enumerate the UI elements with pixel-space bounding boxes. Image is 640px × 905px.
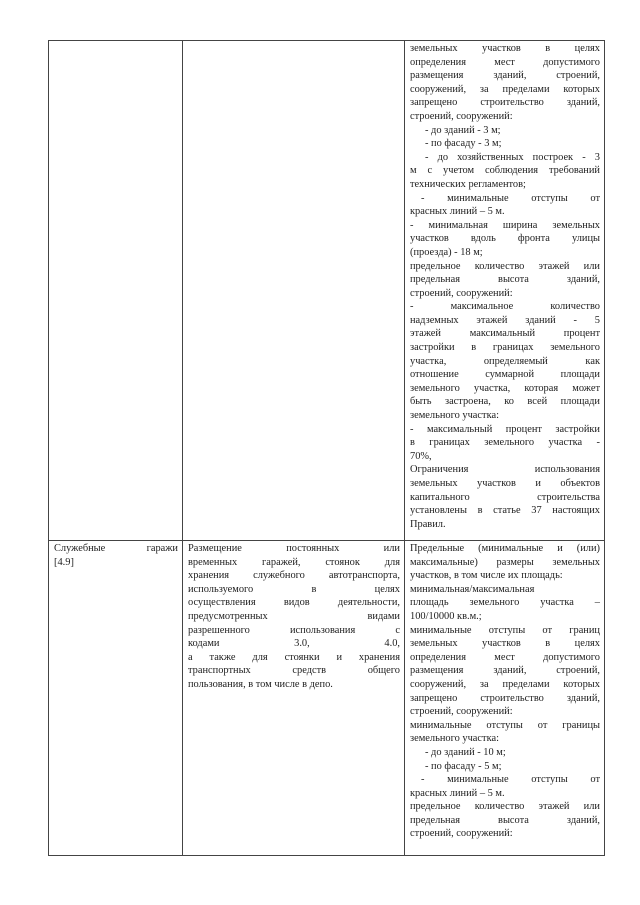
text-line: предельное количество этажей или [410,801,600,813]
parameters-cell [405,541,605,856]
text-line: минимальная/максимальная [410,583,535,595]
text-line: Служебные гаражи [54,543,178,554]
text-line: - до зданий - 10 м; [425,746,506,758]
text-line: - до хозяйственных построек - 3 [425,151,600,163]
text-line: хранения служебного автотранспорта, [188,570,400,582]
table-row [49,41,605,541]
text-line: разрешенного использования с [188,624,400,636]
text-line: предельная высота зданий, [410,814,600,826]
text-line: этажей максимальный процент [410,328,600,340]
text-line: кодами 3.0, 4.0, [188,638,400,650]
text-line: красных линий – 5 м. [410,787,505,799]
text-line: максимальные) размеры земельных [410,556,600,568]
text-line: - минимальная ширина земельных [410,219,600,231]
text-line: быть застроена, ко всей площади [410,396,600,408]
text-line: участков, в том числе их площадь: [410,570,563,582]
text-line: в границах земельного участка - [410,437,600,449]
text-line: земельного участка, которая может [410,382,600,394]
text-line: площадь земельного участка – [410,597,600,609]
text-line: 70%, [410,450,432,462]
use-description-cell [183,541,405,856]
text-line: 100/10000 кв.м.; [410,610,482,622]
text-line: - максимальный процент застройки [410,423,600,435]
use-description-cell [183,41,405,541]
text-line: размещения зданий, строений, [410,70,600,82]
text-line: минимальные отступы от границы [410,719,600,731]
text-line: - до зданий - 3 м; [425,124,501,136]
document-page [48,40,604,860]
text-line: строений, сооружений: [410,828,513,840]
text-line: предельная высота зданий, [410,274,600,286]
text-line: участка, определяемый как [410,355,600,367]
text-line: сооружений, за пределами которых [410,678,600,690]
text-line: - минимальные отступы от [421,192,600,204]
text-line: (проезда) - 18 м; [410,246,483,258]
text-line: земельных участков в целях [410,638,600,650]
text-line: строений, сооружений: [410,287,513,299]
text-line: застройки в границах земельного [410,342,600,354]
text-line: осуществления видов деятельности, [188,597,400,609]
text-line: размещения зданий, строений, [410,665,600,677]
text-line: установлены в статье 37 настоящих [410,505,600,517]
text-line: земельного участка: [410,733,499,745]
text-line: строений, сооружений: [410,706,513,718]
text-line: Предельные (минимальные и (или) [410,543,600,554]
text-line: сооружений, за пределами которых [410,83,600,95]
text-line: земельного участка: [410,410,499,422]
text-line: определения мест допустимого [410,56,600,68]
text-line: надземных этажей зданий - 5 [410,314,600,326]
text-line: временных гаражей, стоянок для [188,556,400,568]
text-line: земельных участков и объектов [410,478,600,489]
text-line: определения мест допустимого [410,651,600,663]
text-line: - по фасаду - 5 м; [425,760,502,772]
text-line: а также для стоянки и хранения [188,651,400,663]
use-type-cell [49,541,183,856]
text-line: Ограничения использования [410,464,600,476]
text-line: запрещено строительство зданий, [410,692,600,704]
text-line: м с учетом соблюдения требований [410,165,600,177]
parameters-cell [405,41,605,541]
use-type-cell [49,41,183,541]
text-line: красных линий – 5 м. [410,206,505,218]
text-line: Правил. [410,518,446,530]
text-line: - минимальные отступы от [421,774,600,786]
text-line: предусмотренных видами [188,610,400,622]
text-line: минимальные отступы от границ [410,624,600,636]
text-line: капитального строительства [410,491,600,503]
text-line: используемого в целях [188,583,400,595]
text-line: [4.9] [54,556,74,568]
text-line: транспортных средств общего [188,665,400,677]
table-row [49,541,605,856]
text-line: строений, сооружений: [410,110,513,122]
zoning-table [48,40,605,856]
text-line: запрещено строительство зданий, [410,97,600,109]
text-line: пользования, в том числе в депо. [188,678,333,690]
text-line: - максимальное количество [410,301,600,313]
text-line: отношение суммарной площади [410,369,600,381]
text-line: земельных участков в целях [410,43,600,54]
text-line: Размещение постоянных или [188,543,400,554]
text-line: технических регламентов; [410,178,526,190]
text-line: предельное количество этажей или [410,260,600,272]
text-line: участков вдоль фронта улицы [410,233,600,245]
text-line: - по фасаду - 3 м; [425,138,502,150]
